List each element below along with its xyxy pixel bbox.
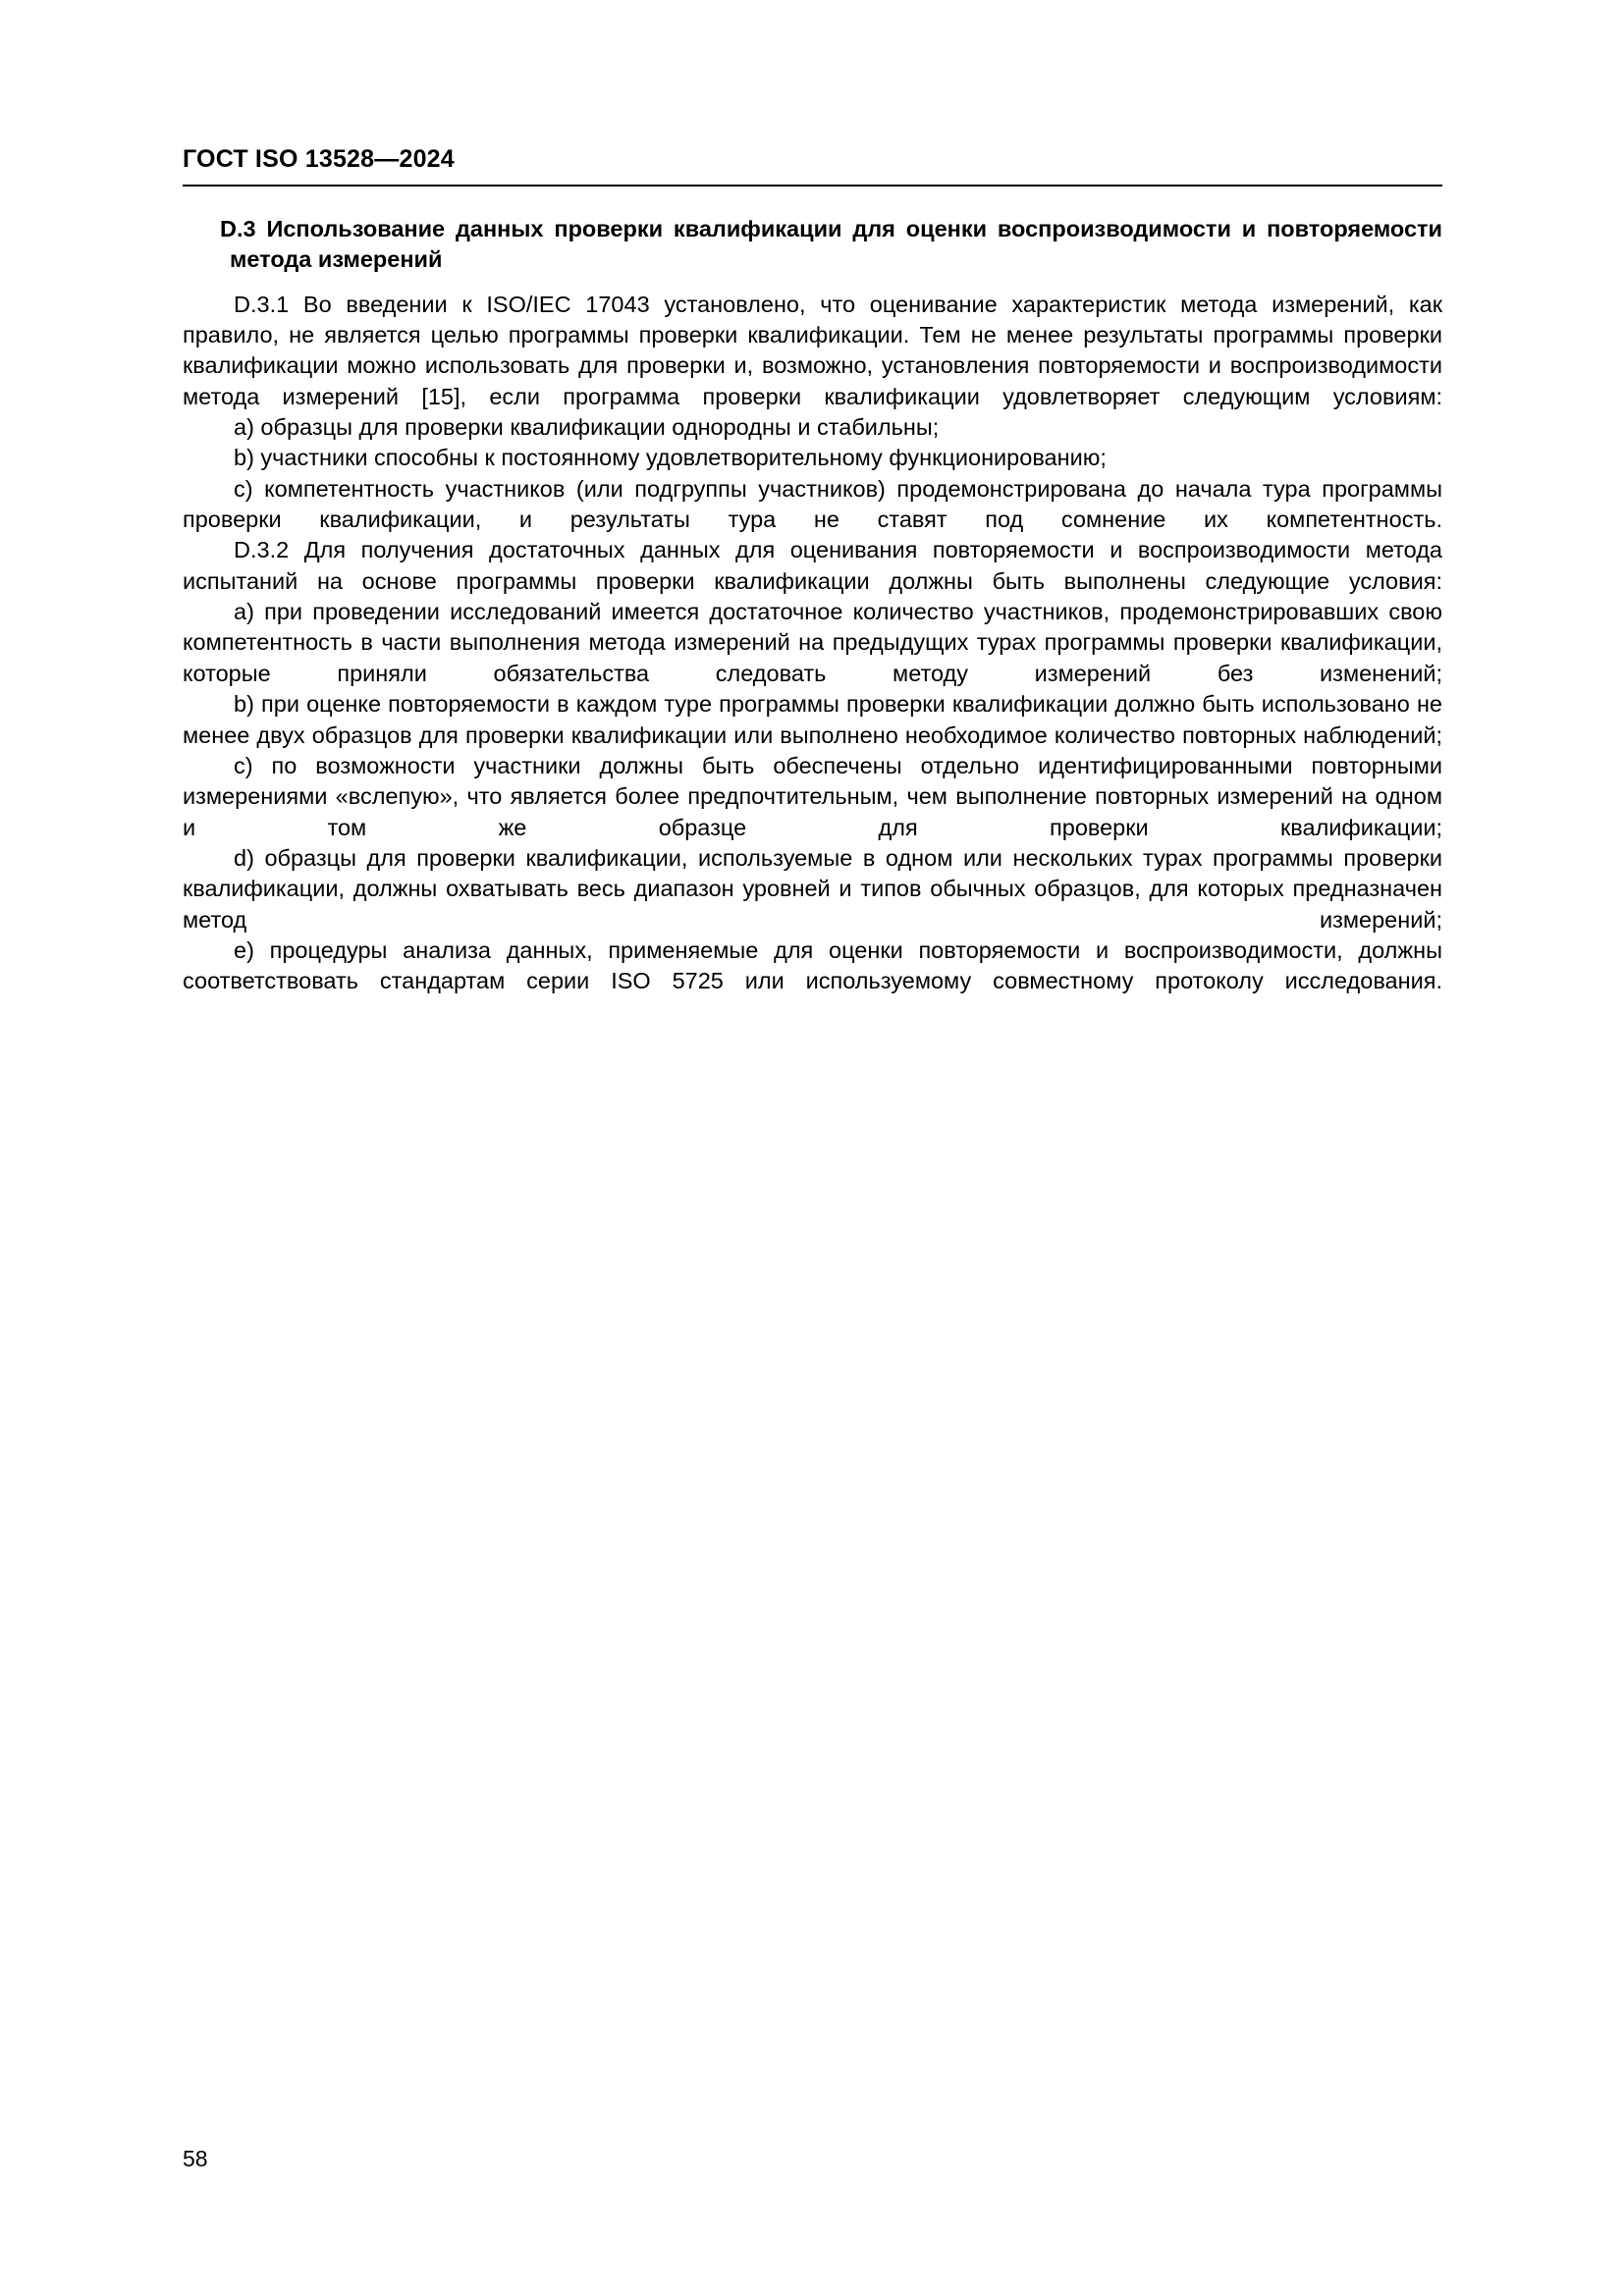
page-header: ГОСТ ISO 13528—2024 (183, 145, 455, 173)
list-item-c-d31: c) компетентность участников (или подгруппы участников) продемонстрирована до начала тура программы проверки квалификации, и результаты тура не ставят под сомнение их компетентность. (183, 475, 1442, 533)
paragraph-d31: D.3.1 Во введении к ISO/IEC 17043 установлено, что оценивание характеристик метода измерений, как правило, не является целью программы проверки квалификации. Тем не менее результаты программы проверки квалификации можно использовать для проверки и, возможно, установления повторяемости и воспроизводимости метода измерений [15], если программа проверки квалификации удовлетворяет следующим условиям: (183, 291, 1442, 409)
list-item-a-d31: a) образцы для проверки квалификации однородны и стабильны; (234, 413, 940, 440)
list-item-c-d32: c) по возможности участники должны быть обеспечены отдельно идентифицированными повторными измерениями «вслепую», что является более предпочтительным, чем выполнение повторных измерений на одном и том же образце для проверки квалификации; (183, 752, 1442, 840)
header-divider (183, 185, 1442, 187)
page-number: 58 (183, 2146, 208, 2171)
list-item-b-d31: b) участники способны к постоянному удовлетворительному функционированию; (234, 445, 1107, 471)
list-item-b-d32: b) при оценке повторяемости в каждом туре программы проверки квалификации должно быть использовано не менее двух образцов для проверки квалификации или выполнено необходимое количество повторных наблюдений; (183, 691, 1442, 748)
page-content (183, 214, 1442, 997)
paragraph-d32: D.3.2 Для получения достаточных данных для оценивания повторяемости и воспроизводимости метода испытаний на основе программы проверки квалификации должны быть выполнены следующие условия: (183, 537, 1442, 594)
section-heading: D.3 Использование данных проверки квалификации для оценки воспроизводимости и повторяемости метода измерений (220, 216, 1442, 273)
list-item-e-d32: e) процедуры анализа данных, применяемые для оценки повторяемости и воспроизводимости, должны соответствовать стандартам серии ISO 5725 или используемому совместному протоколу исследования. (183, 937, 1442, 994)
list-item-a-d32: a) при проведении исследований имеется достаточное количество участников, продемонстрировавших свою компетентность в части выполнения метода измерений на предыдущих турах программы проверки квалификации, которые приняли обязательства следовать методу измерений без изменений; (183, 599, 1442, 686)
list-item-d-d32: d) образцы для проверки квалификации, используемые в одном или нескольких турах программы проверки квалификации, должны охватывать весь диапазон уровней и типов обычных образцов, для которых предназначен метод измерений; (183, 844, 1442, 933)
